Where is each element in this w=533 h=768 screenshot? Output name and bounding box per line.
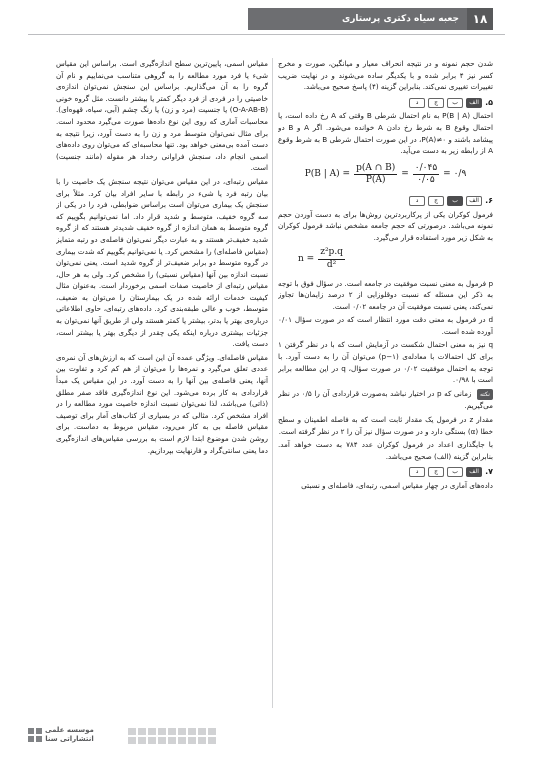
book-title: جعبه سیاه دکتری پرستاری	[342, 14, 459, 24]
answer-option-d: د	[409, 467, 425, 477]
paragraph: داده‌های آماری در چهار مقیاس اسمی، رتبه‌ای، فاصله‌ای و نسبتی	[301, 481, 493, 490]
formula-denominator: P(A)	[365, 175, 386, 186]
paragraph: مقیاس اسمی، پایین‌ترین سطح اندازه‌گیری است. براساس این مقیاس شیء یا فرد مورد مطالعه را به گروهی متناسب می‌نماییم و نام آن گروه را به آن می‌گذاریم. براساس این سنجش نمی‌توان اندازه‌ی خاصیتی را در فردی از فرد دیگر کمتر یا بیشتر دانست. مثل گروه خونی (O-A-AB-B) یا جنسیت (مرد و زن) یا رنگ چشم (آبی، سیاه، قهوه‌ای). محاسبات آماری که روی این نوع داده‌ها صورت می‌گیرد محدود است. برای مثال نمی‌توان متوسط مرد و زن را به دست آورد، زیرا نتیجه به دست آمده بی‌معنی خواهد بود. تنها محاسبه‌ای که می‌توان روی داده‌های اسمی انجام داد، سنجش فراوانی رخداد هر مقوله (مانند جنسیت) است.	[56, 59, 268, 173]
paragraph: مقیاس رتبه‌ای، در این مقیاس می‌توان نتیجه سنجش یک خاصیت را با بیان رتبه فرد یا شیء در رابطه با سایر افراد بیان کرد. مثلاً برای سنجش یک بیماری می‌توان است براساس ضوابطی، فرد را در یکی از سه گروه خفیف، متوسط و شدید قرار داد. اما نمی‌توانیم بگوییم که گروه متوسط به همان اندازه از گروه خفیف شدیدتر هستند که از گروه شدید خفیف‌تر هستند و به عبارت دیگر نمی‌توان فاصله‌ی دو رتبه متمایز (مقیاس فاصله‌ای) را مشخص کرد. یا نمی‌توانیم بگوییم که شدت بیماری در گروه متوسط دو برابر ضعیف‌تر از گروه شدید است. یعنی نمی‌توان نسبت اندازه بین آنها (مقیاس نسبتی) را مشخص کرد. ولی به هر حال، مقیاس رتبه‌ای از خاصیت صفات اسمی برخوردار است. به‌عنوان مثال کیفیت خدمات ارائه شده در یک بیمارستان را می‌توان به ضعیف، متوسط، خوب و عالی طبقه‌بندی کرد. داده‌های رتبه‌ای، حاوی اطلاعاتی درباره‌ی بهتر یا بدتر، بیشتر یا کمتر هستند ولی از طریق آنها نمی‌توان به جزئیات بیشتری درباره اینکه یکی چقدر از دیگری بهتر یا بیشتر است، دست یافت.	[56, 176, 268, 349]
logo-line-2: انتشاراتی سنا	[45, 735, 94, 743]
formula-result: = ۰/۹	[443, 169, 467, 180]
header-rule	[28, 34, 505, 35]
left-column	[56, 58, 268, 708]
answer-option-d: د	[409, 98, 425, 108]
page-number: ۱۸	[467, 8, 493, 30]
formula-fraction	[318, 247, 345, 271]
question-7-options	[278, 466, 493, 478]
cochran-formula	[298, 247, 493, 271]
paragraph: مقدار z در فرمول یک مقدار ثابت است که به فاصله اطمینان و سطح خطا (α) بستگی دارد و در صورت سؤال نیز آن را ۲ در نظر گرفته است.	[278, 415, 493, 436]
paragraph: p فرمول به معنی نسبت موفقیت در جامعه است. در سؤال فوق با توجه به ذکر این مسئله که نسبت دوقلوزایی از ۲ درصد زایمان‌ها تجاوز نمی‌کند، یعنی نسبت موفقیت آن در جامعه ۰/۰۲ است.	[278, 278, 493, 311]
formula-equals: =	[401, 169, 409, 180]
answer-option-c: ج	[428, 196, 444, 206]
answer-option-a: الف	[466, 196, 482, 206]
formula-lhs: P(B | A) =	[304, 169, 351, 180]
answer-option-d: د	[409, 196, 425, 206]
logo-mark-icon	[28, 728, 42, 742]
paragraph: شدن حجم نمونه و در نتیجه انحراف معیار و میانگین، صورت و مخرج کسر نیز ۴ برابر شده و با یکدیگر ساده می‌شوند و در نهایت ضریب تغییرات تغییری نمی‌کند. بنابراین گزینه (۴) پاسخ صحیح می‌باشد.	[278, 59, 493, 92]
publisher-logo	[28, 720, 120, 750]
paragraph: فرمول کوکران یکی از پرکاربردترین روش‌ها برای به دست آوردن حجم نمونه می‌باشد. درصورتی که حجم جامعه مشخص نباشد فرمول کوکران به شکل زیر مورد استفاده قرار می‌گیرد.	[278, 209, 493, 242]
paragraph: با جایگذاری اعداد در فرمول کوکران عدد ۷۸۴ به دست خواهد آمد. بنابراین گزینه (الف) صحیح می‌باشد.	[278, 440, 493, 461]
page-header	[248, 8, 493, 30]
note-paragraph	[278, 388, 493, 412]
answer-option-c: ج	[428, 98, 444, 108]
paragraph: d در فرمول به معنی دقت مورد انتظار است که در صورت سؤال ۰/۰۱ آورده شده است.	[278, 315, 493, 336]
paragraph: احتمال P(B | A) به نام احتمال شرطی B وقتی که A رخ داده است، یا احتمال وقوع B به شرط رخ دادن A خوانده می‌شود. اگر A و B دو پیشامد باشند و P(A)≠۰، در این صورت احتمال شرطی B به شرط وقوع A از رابطه زیر به دست می‌آید.	[278, 111, 493, 156]
footer-decoration	[128, 728, 218, 744]
note-text: زمانی که p در اختیار نباشد به‌صورت قراردادی آن را ۰/۵ در نظر می‌گیریم.	[278, 388, 493, 411]
conditional-probability-formula	[278, 163, 493, 187]
right-column	[278, 58, 493, 708]
formula-denominator: d²	[326, 259, 337, 270]
formula-lhs: n =	[298, 253, 315, 264]
paragraph: q نیز به معنی احتمال شکست در آزمایش است که با در نظر گرفتن ۱ برای کل احتمالات با معادله‌ی (p−۱) می‌توان آن را به دست آورد. با توجه به احتمال موفقیت ۰/۰۲ در صورت سؤال، q در این مطالعه برابر است با ۰/۹۸.	[278, 340, 493, 385]
answer-option-b: ب	[447, 196, 463, 206]
formula-denominator-value: ۰/۰۵	[417, 175, 435, 186]
question-number: ۵.	[485, 97, 493, 107]
question-number: ۶.	[485, 195, 493, 205]
answer-option-a: الف	[466, 467, 482, 477]
answer-option-a: الف	[466, 98, 482, 108]
question-5-options	[278, 97, 493, 109]
column-divider	[272, 58, 273, 708]
question-6-options	[278, 195, 493, 207]
answer-option-b: ب	[447, 467, 463, 477]
paragraph: مقیاس فاصله‌ای. ویژگی عمده آن این است که به ارزش‌های آن نمره‌ی عددی تعلق می‌گیرد و نمره‌ها را می‌توان از هم کم کرد و تفاوت بین آنها، یعنی فاصله‌ی بین آنها را به دست آورد. در این مقیاس یک مبدأ قراردادی به کار برده می‌شود. این نوع اندازه‌گیری فاقد صفر مطلق (ذاتی) می‌باشد، لذا نمی‌توان نسبت اندازه خاصیت مورد مطالعه را در افراد مشخص کرد. مثالی که در بسیاری از کتاب‌های آمار برای توصیف مقیاس فاصله بی به کار می‌رود، مقیاس مربوط به دماست. برای روشن شدن موضوع ابتدا لازم است به بررسی مقیاس‌های اندازه‌گیری دما یعنی سانتی‌گراد و فارنهایت بپردازیم.	[56, 352, 268, 455]
formula-fraction	[354, 163, 397, 187]
formula-numerator-value: ۰/۰۴۵	[413, 163, 439, 176]
formula-numerator: p(A ∩ B)	[354, 163, 397, 176]
formula-numerator: z²p.q	[318, 247, 345, 260]
logo-line-1: موسسه علمی	[45, 726, 94, 734]
answer-option-b: ب	[447, 98, 463, 108]
question-number: ۷.	[485, 467, 493, 477]
answer-option-c: ج	[428, 467, 444, 477]
note-badge: نکته	[477, 389, 493, 401]
formula-fraction-values	[413, 163, 439, 187]
logo-text	[45, 726, 94, 744]
